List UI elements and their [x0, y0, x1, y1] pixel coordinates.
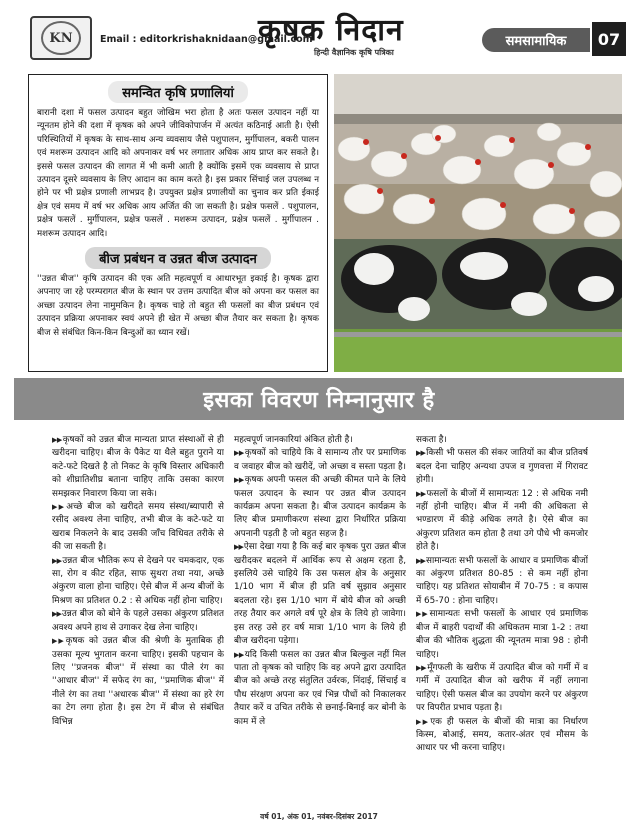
- seed-management-text: ''उन्नत बीज'' कृषि उत्पादन की एक अति महत्वपूर्ण व आधारभूत इकाई है। कृषक द्वारा अपनाए जा रहे परम्परागत बीज के स्थान पर उत्तम उत्पादित बीज को अपना कर फसल का अच्छा उत्पादन लेना नामुमकिन है। कृषक चाहे तो बहुत सी फसलों का बीज प्रबंधन एवं उत्पादन प्रक्रिया अपनाकर स्वयं अपने ही खेत में अच्छा बीज तैयार कर सकता है। कृषक बीज से संबंधित किन-किन बिन्दुओं का ध्यान रखें।: [37, 274, 319, 338]
- arrow-bullet-icon: ▶▶: [234, 650, 244, 659]
- section-badge: समसामायिक: [482, 28, 590, 52]
- integrated-farming-text: बारानी दशा में फसल उत्पादन बहुत जोखिम भरा होता है अतः फसल उत्पादन नहीं या न्यूनतम होने की दशा में कृषक को अपने जीविकोपार्जन में अत्यंत कठिनाई आती है। ऐसी परिस्थितियों में कृषक के साथ-साथ अन्य व्यवसाय जैसे पशुपालन, मुर्गीपालन, बकरी पालन एवं मशरूम उत्पादन आदि को अपनाकर वर्ष भर लगातार अधिक आय प्राप्त कर सकते है। इससे फसल उत्पादन की लागत में भी कमी आती है क्योंकि इसमें एक व्यवसाय से प्राप्त उत्पादन दूसरे व्यवसाय के लिए आदान का काम करते है। इस प्रकार सिंचाई जल उपलब्ध न होने पर भी प्रक्षेत्र प्रणाली लाभप्रद है। उपयुक्त प्रक्षेत्र प्रणालीयों का चुनाव कर प्रति ईकाई क्षेत्र एवं समय में वर्ष भर अधिक आय अर्जित की जा सकती है। प्रक्षेत्र फसलें . पशुपालन, प्रक्षेत्र फसलें . मुर्गीपालन, प्रक्षेत्र फसलें . मशरूम उत्पादन, प्रक्षेत्र फसलें . मुर्गीपालन . मशरूम उत्पादन आदि।: [37, 108, 319, 239]
- column-3: [416, 434, 588, 804]
- arrow-bullet-icon: ▶▶: [52, 610, 61, 619]
- arrow-bullet-icon: ▶▶: [416, 489, 426, 498]
- page-footer: वर्ष 01, अंक 01, नवंबर-दिसंबर 2017: [260, 812, 378, 821]
- intro-box: [28, 74, 328, 372]
- integrated-farming-heading: समन्वित कृषि प्रणालियां: [108, 81, 248, 103]
- arrow-bullet-icon: ▶▶: [416, 556, 425, 565]
- magazine-subtitle: हिन्दी वैज्ञानिक कृषि पत्रिका: [314, 48, 394, 57]
- article-columns: [52, 434, 588, 804]
- main-heading: इसका विवरण निम्नानुसार है: [203, 388, 435, 413]
- logo-text: KN: [41, 21, 81, 55]
- page-header: [14, 14, 626, 62]
- farm-photo-illustration: [334, 74, 622, 372]
- list-item: ▶▶सामान्यतः सभी फसलों के आधार एवं प्रमाणिक बीज में बाहरी पदार्थों की अधिकतम मात्रा 1-2 : तथा बीज की भौतिक शुद्धता की न्यूनतम मात्रा 98 : होनी चाहिए।: [416, 609, 588, 660]
- list-item: ▶▶उन्नत बीज को बोने के पहले उसका अंकुरण प्रतिशत अवश्य अपने हाथ से उगाकर देख लेना चाहिए।: [52, 609, 224, 633]
- farm-photo: [334, 74, 622, 372]
- arrow-bullet-icon: ▶▶: [234, 543, 243, 552]
- list-item: ▶▶ऐसा देखा गया है कि कई बार कृषक पुरा उन्नत बीज खरीदकर बदलने में आर्थिक रूप से अक्षम रहता है, इसलिये उसे चाहिये कि उस फसल क्षेत्र के अनुसार 1/10 भाग में बीज ही प्रति वर्ष सुझाव अनुसार बदलता रहे। इस 1/10 भाग में बोये बीज को अच्छी तरह तैयार कर अगले वर्ष पूरे क्षेत्र के लिये हो जावेगा। इस तरह उसे हर वर्ष मात्रा 1/10 भाग के लिये ही बीज खरीदना पड़ेगा।: [234, 542, 406, 647]
- arrow-bullet-icon: ▶▶: [52, 637, 65, 646]
- arrow-bullet-icon: ▶▶: [52, 503, 66, 512]
- editor-email: Email : editorkrishaknidaan@gmail.com: [100, 34, 313, 45]
- arrow-bullet-icon: ▶▶: [416, 610, 429, 619]
- list-item: ▶▶यदि किसी फसल का उन्नत बीज बिल्कुल नहीं मिल पाता तो कृषक को चाहिए कि वह अपने द्वारा उत्पादित बीज को अच्छे तरह संतुलित उर्वरक, निंदाई, सिंचाई व पौध संरक्षण अपना कर एवं भिन्न पौधों को निकालकर तैयार करें व उचित तरीके से छनाई-बिनाई कर बोनी के काम में ले: [234, 649, 406, 727]
- magazine-logo: [30, 16, 92, 60]
- list-item: ▶▶कृषक अपनी फसल की अच्छी कीमत पाने के लिये फसल उत्पादन के स्थान पर उन्नत बीज उत्पादन कार्यक्रम अपना सकता है। बीज उत्पादन कार्यक्रम के लिए बीज प्रमाणीकरण संस्था द्वारा निर्धारित प्रक्रिया अपनानी पड़ती है जो बहुत सहज है।: [234, 475, 406, 539]
- list-item: ▶▶मूँगफली के खरीफ में उत्पादित बीज को गर्मी में व गर्मी में उत्पादित बीज को खरीफ में नहीं लगाना चाहिए। ऐसी फसल बीज का उपयोग करने पर अंकुरण पर विपरीत प्रभाव पड़ता है।: [416, 662, 588, 714]
- magazine-title: कृषक निदान: [258, 13, 404, 48]
- list-item: ▶▶किसी भी फसल की संकर जातियों का बीज प्रतिवर्ष बदल देना चाहिए अन्यथा उपज व गुणवत्ता में गिरावट होगी।: [416, 448, 588, 486]
- list-item: महत्वपूर्ण जानकारियां अंकित होती है।: [234, 435, 353, 445]
- column-2: [234, 434, 406, 804]
- column-1: [52, 434, 224, 804]
- seed-management-heading: बीज प्रबंधन व उन्नत बीज उत्पादन: [85, 247, 271, 269]
- list-item: ▶▶कृषक को उन्नत बीज की श्रेणी के मुताबिक ही उसका मूल्य भुगतान करना चाहिए। इसकी पहचान के लिए ''प्रजनक बीज'' में संस्था का पीले रंग का ''आधार बीज'' में सफेद रंग का, ''प्रमाणिक बीज'' में नीले रंग का तथा ''अधारक बीज'' में संस्था का हरे रंग का टेग लगा होता है। इस टेग में बीज से संबंधित विभिन्न: [52, 636, 224, 727]
- list-item: ▶▶सामान्यतः सभी फसलों के आधार व प्रमाणिक बीजों का अंकुरण प्रतिशत 80-85 : से कम नहीं होना चाहिए। यह प्रतिशत सोयाबीन में 70-75 : व कपास में 65-70 : होना चाहिए।: [416, 555, 588, 606]
- list-item: सकता है।: [416, 435, 447, 445]
- main-heading-banner: [14, 378, 624, 420]
- arrow-bullet-icon: ▶▶: [234, 449, 244, 458]
- list-item: ▶▶फसलों के बीजों में सामान्यतः 12 : से अधिक नमी नहीं होनी चाहिए। बीज में नमी की अधिकता से भण्डारण में कीड़े अधिक लगते है। ऐसे बीज का अंकुरण प्रतिशत कम होता है तथा उगे पौधे भी कमजोर होते है।: [416, 488, 588, 553]
- arrow-bullet-icon: ▶▶: [416, 663, 427, 672]
- list-item: ▶▶कृषकों को चाहिये कि वे सामान्य तौर पर प्रमाणिक व जवाहर बीज को खरीदें, जो अच्छा व सस्ता पड़ता है।: [234, 448, 406, 472]
- arrow-bullet-icon: ▶▶: [416, 717, 430, 726]
- list-item: ▶▶एक ही फसल के बीजों की मात्रा का निर्धारण किस्म, बोआई, समय, कतार-अंतर एवं मौसम के आधार पर भी करना चाहिए।: [416, 716, 588, 754]
- arrow-bullet-icon: ▶▶: [52, 556, 62, 565]
- list-item: ▶▶उन्नत बीज भौतिक रूप से देखने पर चमकदार, एक सा, रोग व कीट रहित, साफ सुथरा तथा नया, अच्छे अंकुरण वाला होना चाहिए। ऐसे बीज में अन्य बीजों के मिश्रण का प्रतिशत 0.2 : से अधिक नहीं होना चाहिए।: [52, 555, 224, 606]
- arrow-bullet-icon: ▶▶: [416, 449, 426, 458]
- list-item: ▶▶कृषकों को उन्नत बीज मान्यता प्राप्त संस्थाओं से ही खरीदना चाहिए। बीज के पैकेट या थैले बहुत पुराने या कटे-फटे दिखते है तो निकट के कृषि विस्तार अधिकारी को शीघ्रातिशीघ्र बताना चाहिए ताकि उसका कारण समझकर निवारण किया जा सके।: [52, 435, 224, 499]
- list-item: ▶▶अच्छे बीज को खरीदते समय संस्था/ब्यापारी से रसीद अवश्य लेना चाहिए, तभी बीज के कटे-फटे या खराब निकलने के बाद उसकी जाँच विधिवत तरीके से की जा सकती है।: [52, 502, 224, 553]
- arrow-bullet-icon: ▶▶: [234, 476, 244, 485]
- page-number: 07: [592, 22, 626, 56]
- arrow-bullet-icon: ▶▶: [52, 436, 62, 444]
